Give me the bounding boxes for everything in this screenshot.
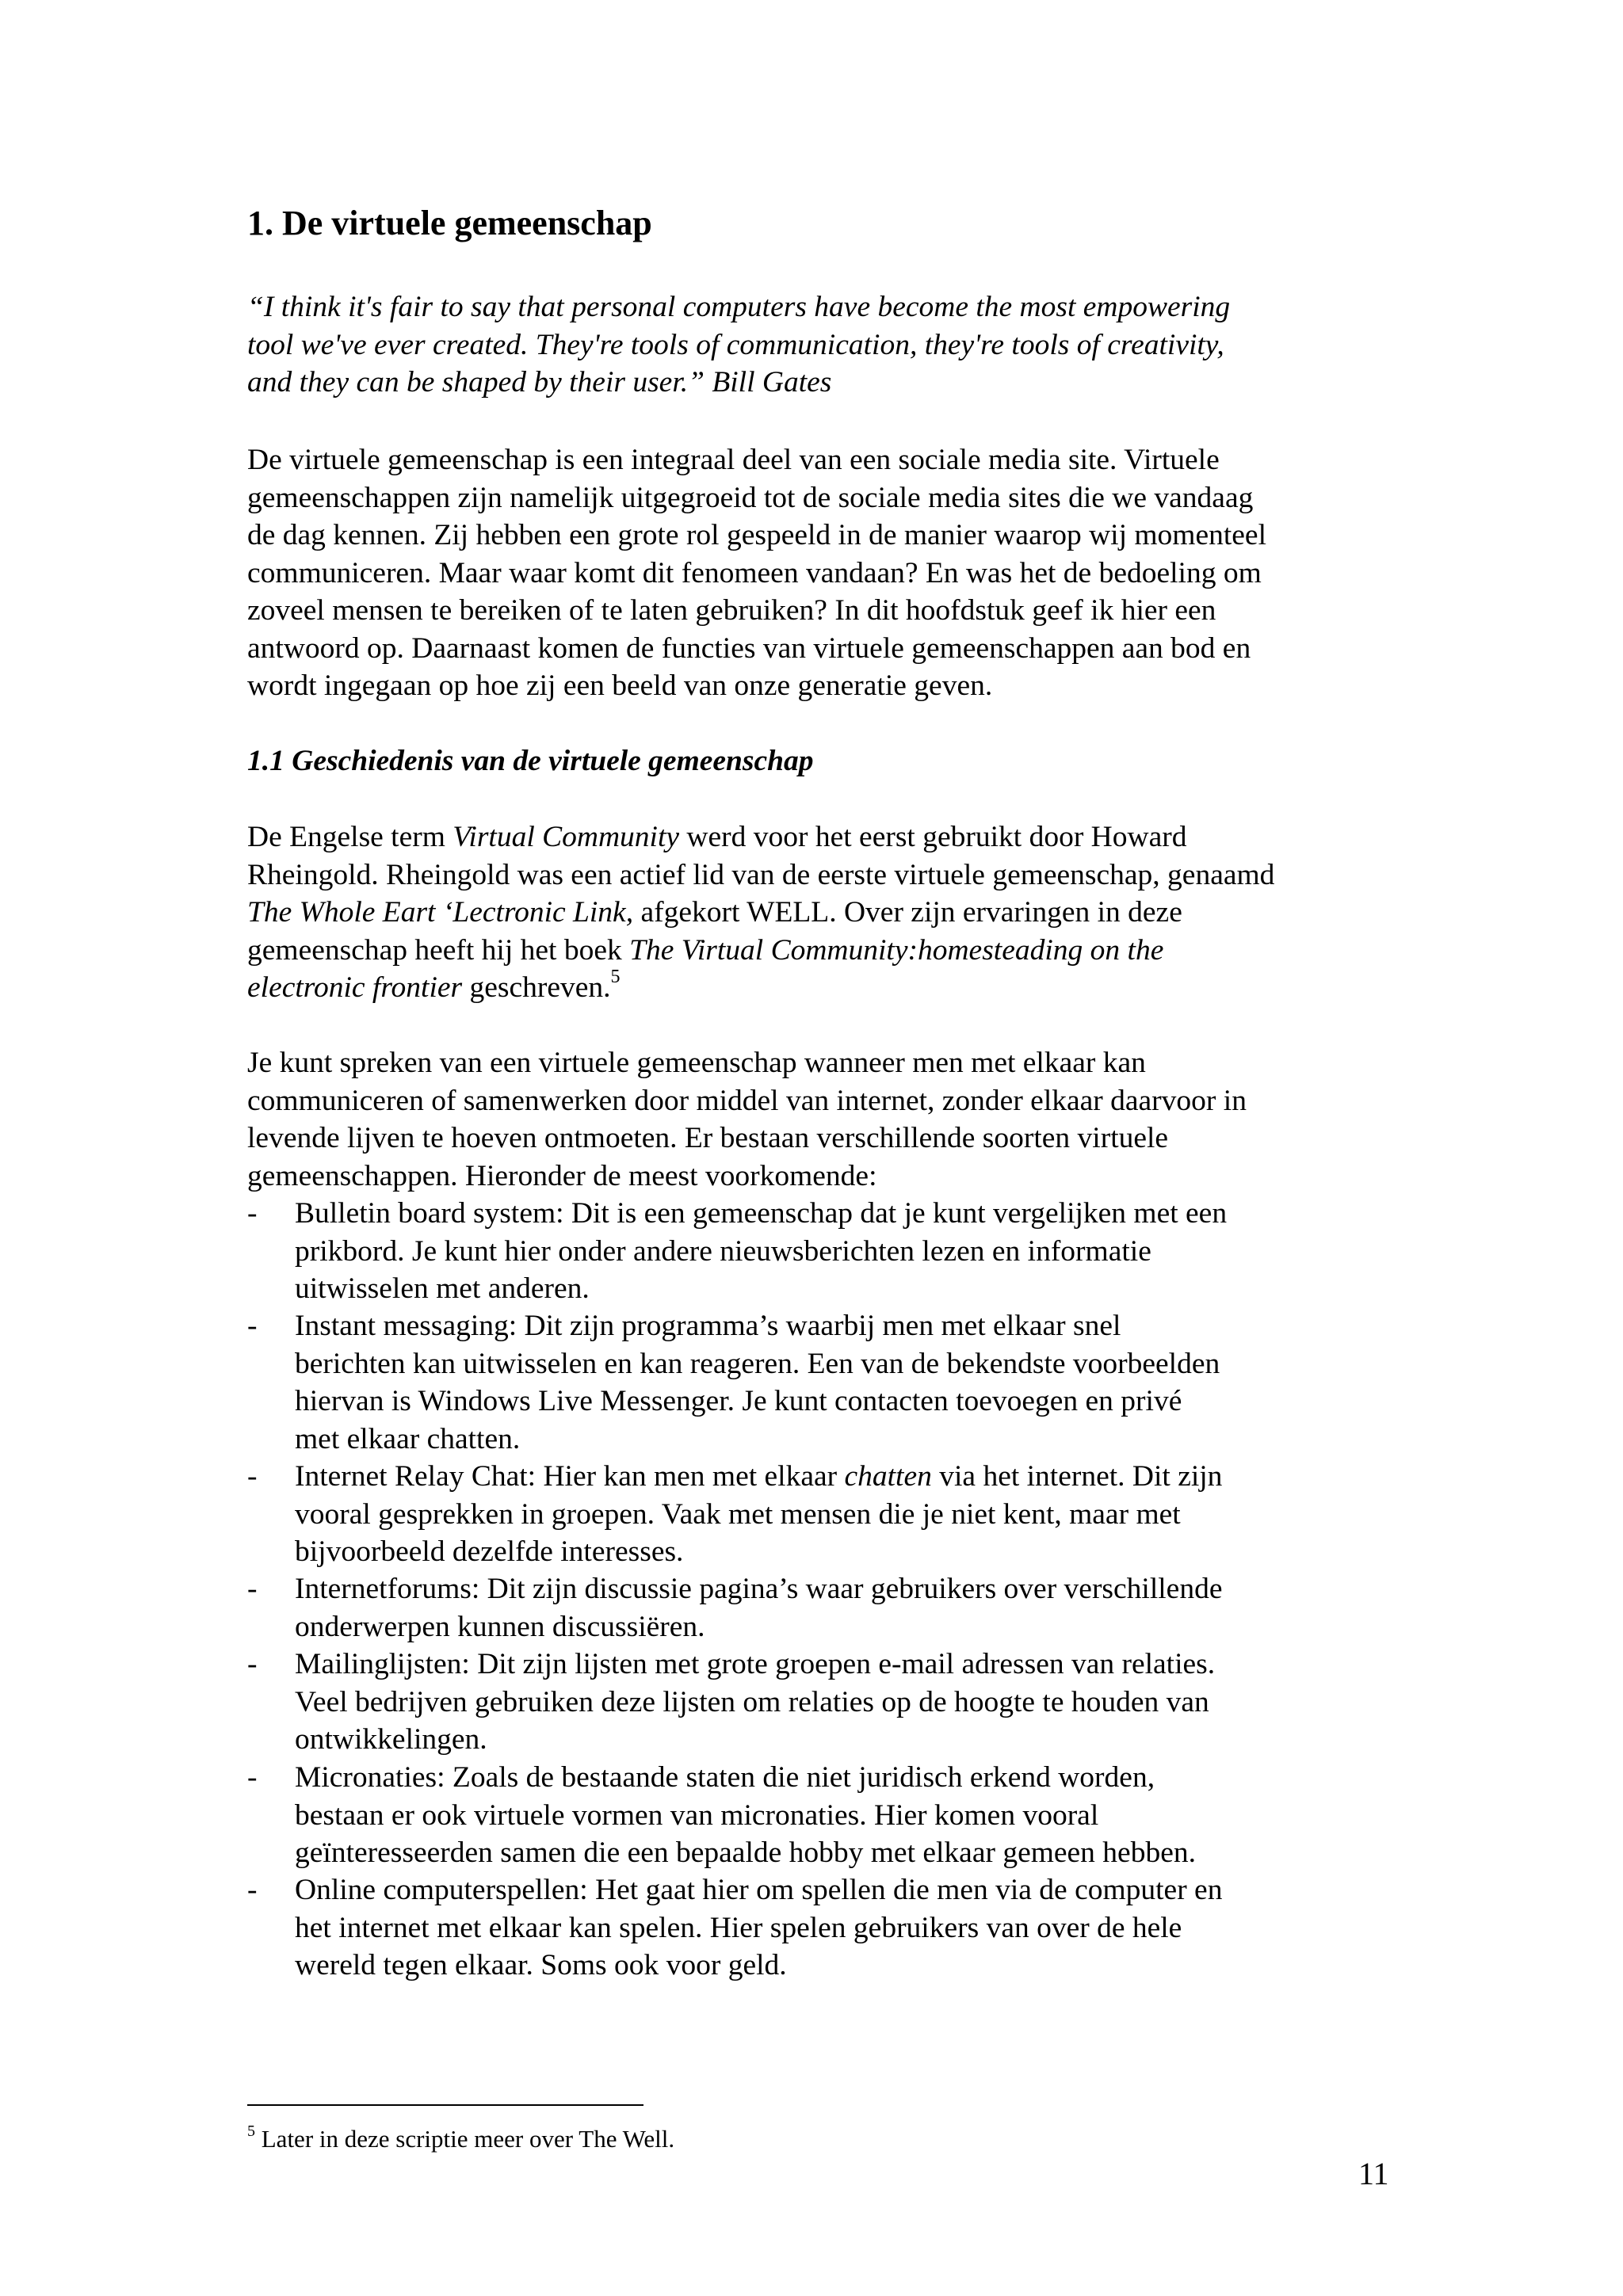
list-item-line: Bulletin board system: Dit is een gemeenschap dat je kunt vergelijken met een: [295, 1197, 1228, 1230]
list-item: [247, 1195, 1396, 1308]
paragraph-line: Rheingold. Rheingold was een actief lid van de eerste virtuele gemeenschap, genaamd: [247, 858, 1275, 891]
footnote-divider: [247, 2104, 643, 2106]
paragraph-line: zoveel mensen te bereiken of te laten gebruiken? In dit hoofdstuk geef ik hier een: [247, 594, 1216, 627]
list-item-line: Mailinglijsten: Dit zijn lijsten met grote groepen e-mail adressen van relaties.: [295, 1648, 1216, 1680]
list-item-line: Internetforums: Dit zijn discussie pagina’s waar gebruikers over verschillende: [295, 1573, 1223, 1605]
paragraph-line: De virtuele gemeenschap is een integraal deel van een sociale media site. Virtuele: [247, 444, 1220, 476]
paragraph-line: [247, 894, 1396, 932]
text-run: afgekort WELL. Over zijn ervaringen in deze: [633, 896, 1182, 929]
list-item: [247, 1759, 1396, 1872]
list-item-line: het internet met elkaar kan spelen. Hier spelen gebruikers van over de hele: [295, 1911, 1182, 1944]
quote-line: “I think it's fair to say that personal computers have become the most empowering: [247, 291, 1231, 323]
quote-line: tool we've ever created. They're tools of communication, they're tools of creativity,: [247, 328, 1224, 361]
list-item-line: prikbord. Je kunt hier onder andere nieuwsberichten lezen en informatie: [295, 1234, 1151, 1268]
list-dash: -: [247, 1310, 258, 1342]
paragraph-line: de dag kennen. Zij hebben een grote rol gespeeld in de manier waarop wij momenteel: [247, 519, 1266, 551]
footnote-text: Later in deze scriptie meer over The Well.: [255, 2125, 675, 2153]
text-run: werd voor het eerst gebruikt door Howard: [679, 821, 1187, 853]
list-dash: -: [247, 1573, 258, 1605]
paragraph-line: gemeenschappen. Hieronder de meest voorkomende:: [247, 1159, 877, 1192]
opening-quote: [247, 288, 1396, 402]
list-item: [247, 1646, 1396, 1759]
paragraph-line: wordt ingegaan op hoe zij een beeld van onze generatie geven.: [247, 669, 993, 702]
list-dash: -: [247, 1761, 258, 1794]
list-item-line: Micronaties: Zoals de bestaande staten die niet juridisch erkend worden,: [295, 1761, 1155, 1794]
footnote-number: 5: [247, 2122, 255, 2140]
list-dash: -: [247, 1874, 258, 1906]
list-item-line: bestaan er ook virtuele vormen van micronaties. Hier komen vooral: [295, 1798, 1099, 1832]
list-item-line: uitwisselen met anderen.: [295, 1272, 590, 1305]
list-item: [247, 1307, 1396, 1458]
quote-line: and they can be shaped by their user.” Bill Gates: [247, 366, 832, 399]
list-dash: -: [247, 1648, 258, 1680]
types-intro-paragraph: [247, 1044, 1396, 1195]
paragraph-line: gemeenschappen zijn namelijk uitgegroeid tot de sociale media sites die we vandaag: [247, 481, 1254, 514]
paragraph-line: [247, 818, 1396, 856]
text-run: Internet Relay Chat: Hier kan men met elkaar: [295, 1460, 845, 1493]
italic-term: The Virtual Community:homesteading on the: [629, 933, 1164, 967]
list-dash: -: [247, 1197, 258, 1230]
page-number: 11: [1358, 2156, 1389, 2191]
history-paragraph: [247, 818, 1396, 1007]
list-item-line: met elkaar chatten.: [295, 1422, 521, 1455]
text-run: geschreven.: [462, 971, 611, 1004]
list-item: [247, 1871, 1396, 1985]
list-item-line: Veel bedrijven gebruiken deze lijsten om relaties op de hoogte te houden van: [295, 1685, 1209, 1718]
list-item-line: geïnteresseerden samen die een bepaalde hobby met elkaar gemeen hebben.: [295, 1836, 1196, 1869]
paragraph-line: [247, 932, 1396, 970]
list-item-line: wereld tegen elkaar. Soms ook voor geld.: [295, 1949, 787, 1981]
list-item-line: [295, 1458, 1396, 1496]
list-item-line: bijvoorbeeld dezelfde interesses.: [295, 1535, 684, 1568]
text-run: De Engelse term: [247, 821, 453, 853]
list-item-line: onderwerpen kunnen discussiëren.: [295, 1610, 705, 1643]
list-item-line: hiervan is Windows Live Messenger. Je kunt contacten toevoegen en privé: [295, 1385, 1182, 1417]
paragraph-line: communiceren. Maar waar komt dit fenomeen vandaan? En was het de bedoeling om: [247, 556, 1262, 589]
text-run: via het internet. Dit zijn: [931, 1460, 1223, 1493]
list-item-line: berichten kan uitwisselen en kan reageren. Een van de bekendste voorbeelden: [295, 1347, 1220, 1380]
list-item: [247, 1458, 1396, 1571]
paragraph-line: antwoord op. Daarnaast komen de functies van virtuele gemeenschappen aan bod en: [247, 631, 1251, 665]
intro-paragraph: [247, 441, 1396, 705]
list-item: [247, 1570, 1396, 1646]
italic-term: electronic frontier: [247, 971, 463, 1004]
chapter-title: 1. De virtuele gemeenschap: [247, 204, 652, 242]
list-item-line: vooral gesprekken in groepen. Vaak met mensen die je niet kent, maar met: [295, 1497, 1181, 1531]
list-item-line: Online computerspellen: Het gaat hier om spellen die men via de computer en: [295, 1874, 1223, 1906]
footnote: [247, 2123, 674, 2155]
paragraph-line: levende lijven te hoeven ontmoeten. Er bestaan verschillende soorten virtuele: [247, 1122, 1169, 1154]
list-item-line: Instant messaging: Dit zijn programma’s waarbij men met elkaar snel: [295, 1310, 1121, 1342]
paragraph-line: Je kunt spreken van een virtuele gemeenschap wanneer men met elkaar kan: [247, 1047, 1146, 1079]
paragraph-line: [247, 969, 1396, 1007]
italic-term: chatten: [844, 1460, 932, 1493]
text-run: gemeenschap heeft hij het boek: [247, 933, 630, 967]
footnote-reference[interactable]: 5: [610, 967, 621, 987]
italic-term: Virtual Community: [453, 821, 680, 853]
list-dash: -: [247, 1460, 258, 1493]
section-title: 1.1 Geschiedenis van de virtuele gemeenschap: [247, 745, 814, 777]
italic-term: The Whole Eart ‘Lectronic Link,: [247, 896, 634, 929]
paragraph-line: communiceren of samenwerken door middel van internet, zonder elkaar daarvoor in: [247, 1084, 1247, 1117]
list-item-line: ontwikkelingen.: [295, 1723, 487, 1756]
